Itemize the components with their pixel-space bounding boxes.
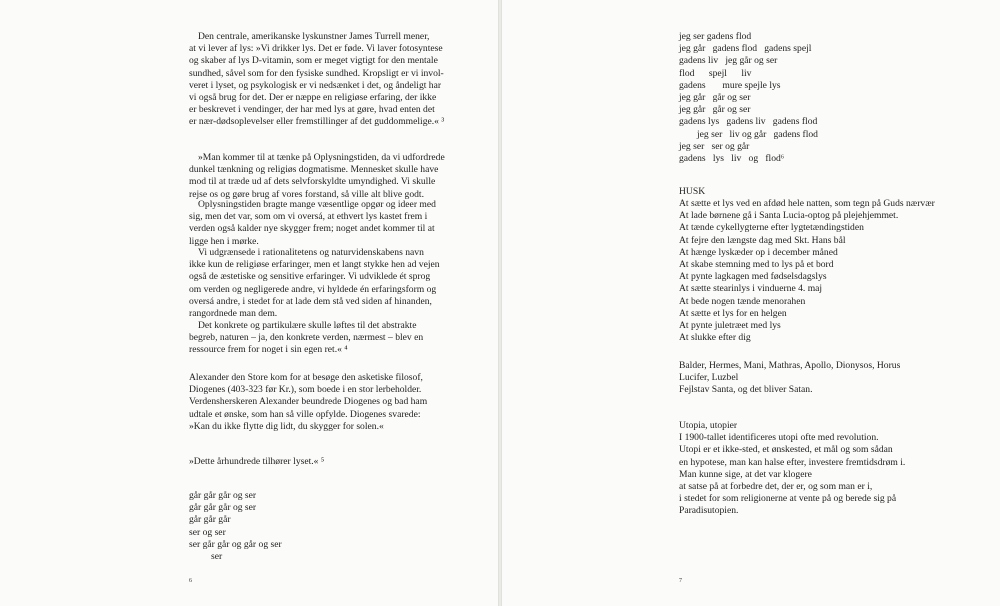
river-poem-line: jeg ser ser og går	[679, 140, 750, 152]
deity-names	[679, 360, 900, 397]
river-poem-line: jeg går går og ser	[679, 104, 751, 116]
page-number-right: 7	[679, 578, 682, 584]
enlightenment-quote-intro	[189, 152, 445, 201]
turrell-quote-line: sundhed, såvel som for den fysiske sundhed. Kropsligt er vi invol-	[189, 67, 444, 79]
walking-poem-line: ser og ser	[189, 526, 226, 538]
enlightenment-quote-rationality	[189, 247, 440, 320]
walking-poem-line: ser går går og går og ser	[189, 538, 282, 550]
alexander-anecdote-line: Diogenes (403-323 før Kr.), som boede i en stor lerbeholder.	[189, 384, 422, 396]
river-poem-line: jeg går går og ser	[679, 92, 751, 104]
turrell-quote-line: er nær-dødsoplevelser eller fremstillinger af det guddommelige.« ³	[189, 116, 445, 128]
enlightenment-quote-abstract	[189, 320, 423, 357]
river-poem-line: flod spejl liv	[679, 67, 752, 79]
enlightenment-intro-line: mod til at træde ud af dets selvforskyldte umyndighed. Vi skulle	[189, 176, 436, 188]
right-page	[502, 0, 1000, 606]
turrell-quote-line: veret i lyset, og psykologisk er vi nedsænket i det, og åndeligt har	[189, 79, 442, 91]
utopia-line: Paradisutopien.	[679, 505, 739, 517]
enlightenment-abstract-line: Det konkrete og partikulære skulle løftes til det abstrakte	[198, 320, 417, 331]
utopia-text	[679, 420, 905, 518]
utopia-line: en hypotese, man kan halse efter, investere fremtidsdrøm i.	[679, 456, 906, 468]
utopia-line: Man kunne sige, at det var klogere	[679, 468, 812, 480]
alexander-diogenes-anecdote	[189, 372, 427, 433]
turrell-quote	[189, 31, 444, 129]
enlightenment-intro-line: rejse os og gøre brug af vores forstand, så ville alt blive godt.	[189, 188, 424, 200]
husk-item-line: At fejre den længste dag med Skt. Hans bål	[679, 234, 846, 246]
walking-poem-line: går går går og ser	[189, 490, 257, 501]
enlightenment-shadows-line: Oplysningstiden bragte mange væsentlige opgør og ideer med	[198, 199, 436, 210]
walking-poem	[189, 490, 282, 563]
river-poem-line: gadens mure spejle lys	[679, 79, 781, 91]
river-poem-line: gadens lys gadens liv gadens flod	[679, 116, 818, 128]
enlightenment-abstract-line: ressource frem for noget i sin egen ret.« ⁴	[189, 344, 348, 356]
deity-names-line: Fejlstav Santa, og det bliver Satan.	[679, 384, 813, 396]
enlightenment-shadows-line: sig, men det var, som om vi oversá, at ethvert lys kastet frem i	[189, 211, 428, 223]
husk-item-line: At sætte et lys for en helgen	[679, 307, 787, 319]
enlightenment-abstract-line: begreb, naturen – ja, den konkrete verden, nærmest – blev en	[189, 332, 424, 344]
left-page	[0, 0, 498, 606]
river-poem-line: jeg ser gadens flod	[679, 31, 752, 42]
enlightenment-intro-line: »Man kommer til at tænke på Oplysningstiden, da vi udfordrede	[198, 152, 445, 163]
turrell-quote-line: Den centrale, amerikanske lyskunstner James Turrell mener,	[198, 31, 430, 42]
enlightenment-rationality-line: om verden og negligerede andre, vi hyldede én erfaringsform og	[189, 283, 437, 295]
river-poem-line: jeg går gadens flod gadens spejl	[679, 43, 812, 55]
husk-item-line: At lade børnene gå i Santa Lucia-optog på plejehjemmet.	[679, 210, 899, 222]
enlightenment-rationality-line: oversá andre, i stedet for at lade dem stå ved siden af hinanden,	[189, 295, 432, 307]
turrell-quote-line: er beskrevet i vendinger, der har med lys at gøre, hvad enten det	[189, 104, 435, 116]
utopia-line: i stedet for som religionerne at vente på og berede sig på	[679, 493, 897, 505]
page-number-left: 6	[189, 578, 192, 584]
alexander-anecdote-line: udtale et ønske, som han så ville opfylde. Diogenes svarede:	[189, 408, 421, 420]
turrell-quote-line: vi også brug for det. Der er næppe en religiøse erfaring, der ikke	[189, 92, 437, 104]
enlightenment-rationality-line: ikke kun de religiøse erfaringer, men et langt stykke hen ad vejen	[189, 259, 440, 271]
husk-item-line: At skabe stemning med to lys på et bord	[679, 259, 834, 271]
utopia-line: I 1900-tallet identificeres utopi ofte med revolution.	[679, 432, 879, 444]
husk-heading: HUSK	[679, 186, 706, 197]
alexander-anecdote-line: Alexander den Store kom for at besøge den asketiske filosof,	[189, 372, 423, 383]
enlightenment-intro-line: dunkel tænkning og religiøs dogmatisme. Mennesket skulle have	[189, 164, 439, 176]
alexander-anecdote-line: Verdensherskeren Alexander beundrede Diogenes og bad ham	[189, 396, 428, 408]
walking-poem-line: ser	[211, 551, 223, 563]
deity-names-line: Lucifer, Luzbel	[679, 372, 739, 384]
river-poem	[679, 31, 818, 165]
walking-poem-line: går går går	[189, 514, 231, 526]
river-poem-line: gadens liv jeg går og ser	[679, 55, 778, 67]
husk-item-line: At sætte stearinlys i vinduerne 4. maj	[679, 283, 823, 295]
utopia-line: Utopi er et ikke-sted, et ønskested, et mål og som sådan	[679, 444, 893, 456]
husk-item-line: At hænge lyskæder op i december måned	[679, 246, 838, 258]
husk-item-line: At tænde cykellygterne efter lygtetændingstiden	[679, 222, 864, 234]
husk-item-line: At pynte juletræet med lys	[679, 320, 781, 332]
enlightenment-rationality-line: også de æstetiske og sensitive erfaringer. Vi udviklede ét sprog	[189, 271, 431, 283]
river-poem-line: gadens lys liv og flod⁶	[679, 153, 785, 165]
husk-item-line: At sætte et lys ved en afdød hele natten, som tegn på Guds nærvær	[679, 198, 935, 209]
husk-list	[679, 198, 935, 344]
turrell-quote-line: og skaber af lys D-vitamin, som er meget vigtigt for den mentale	[189, 55, 438, 67]
husk-item-line: At bede nogen tænde menorahen	[679, 295, 806, 307]
enlightenment-shadows-line: ligge hen i mørke.	[189, 235, 259, 247]
century-of-light-quote: »Dette århundrede tilhører lyset.« ⁵	[189, 456, 325, 467]
utopia-line: at satse på at forbedre det, der er, og som man er i,	[679, 481, 873, 493]
enlightenment-rationality-line: Vi udgrænsede i rationalitetens og naturvidenskabens navn	[198, 247, 424, 258]
deity-names-line: Balder, Hermes, Mani, Mathras, Apollo, Dionysos, Horus	[679, 360, 901, 371]
utopia-line: Utopia, utopier	[679, 420, 738, 431]
enlightenment-shadows-line: verden også kalder nye skygger frem; noget andet kommer til at	[189, 223, 435, 235]
enlightenment-quote-shadows	[189, 199, 436, 248]
turrell-quote-line: at vi lever af lys: »Vi drikker lys. Det er føde. Vi laver fotosyntese	[189, 43, 443, 55]
river-poem-line: jeg ser liv og går gadens flod	[697, 128, 818, 140]
walking-poem-line: går går går og ser	[189, 502, 257, 514]
husk-item-line: At slukke efter dig	[679, 332, 751, 344]
husk-item-line: At pynte lagkagen med fødselsdagslys	[679, 271, 827, 283]
alexander-anecdote-line: »Kan du ikke flytte dig lidt, du skygger for solen.«	[189, 420, 384, 432]
enlightenment-rationality-line: rangordnede man dem.	[189, 308, 278, 320]
